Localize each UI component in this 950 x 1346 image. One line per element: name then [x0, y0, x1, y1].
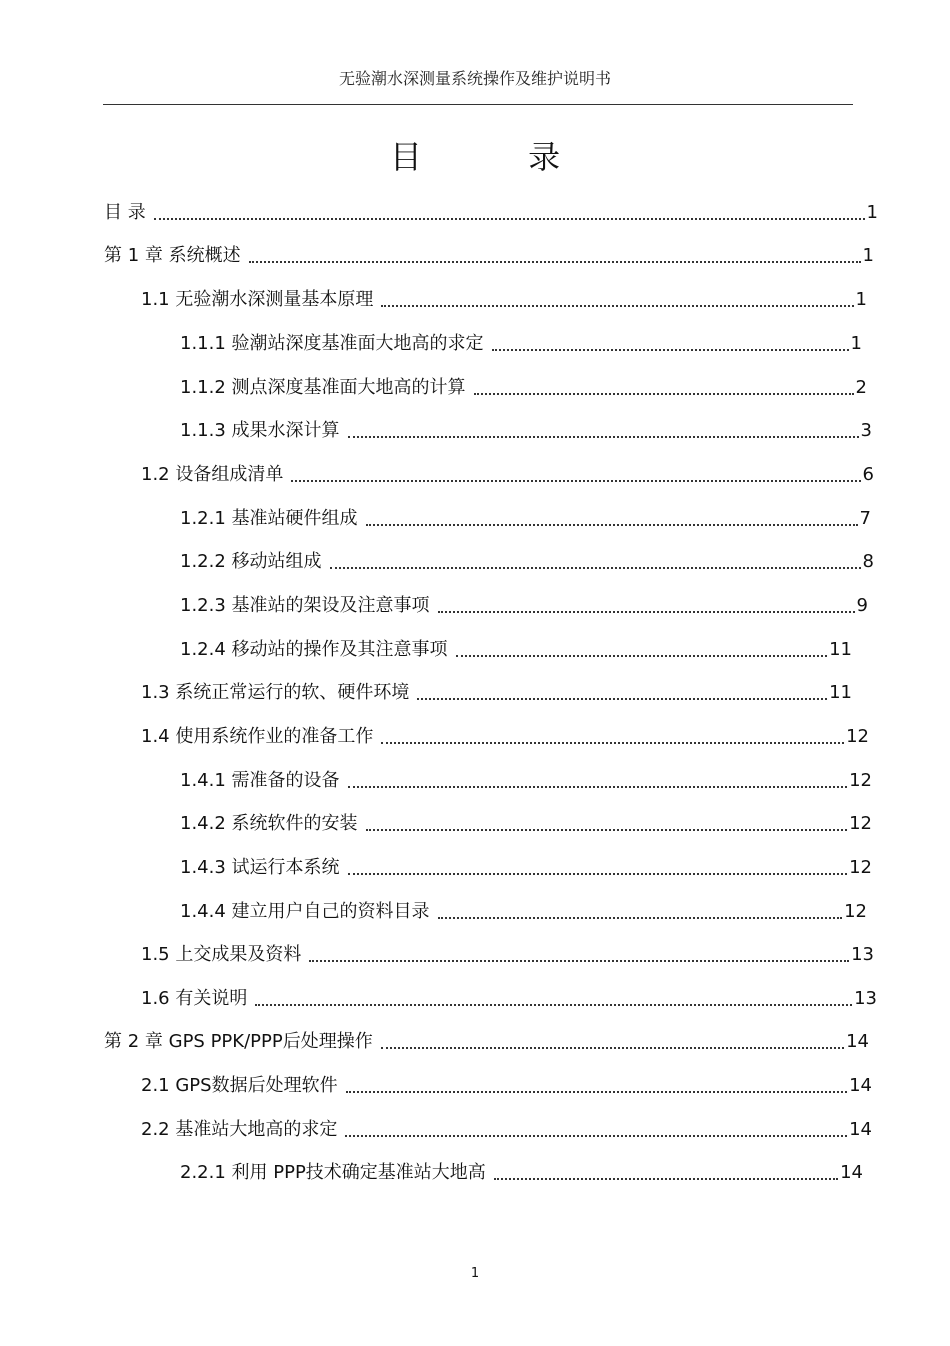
toc-entry-label: 2.2.1 利用 PPP技术确定基准站大地高: [180, 1162, 486, 1183]
toc-entry-label: 目 录: [104, 202, 146, 223]
toc-entry[interactable]: [180, 1160, 863, 1186]
toc-entry[interactable]: [104, 243, 874, 269]
page-header: 无验潮水深测量系统操作及维护说明书: [338, 69, 611, 88]
toc-entry-label: 2.1 GPS数据后处理软件: [141, 1075, 338, 1096]
toc-entry[interactable]: [141, 724, 869, 750]
toc-entry[interactable]: [104, 200, 878, 226]
toc-entry-label: 1.2.4 移动站的操作及其注意事项: [180, 639, 448, 660]
toc-leader-dots: [346, 1091, 848, 1093]
toc-entry[interactable]: [180, 637, 852, 663]
toc-entry[interactable]: [141, 287, 867, 313]
toc-entry-page: 12: [844, 901, 867, 922]
toc-entry-page: 3: [860, 420, 872, 441]
toc-leader-dots: [255, 1004, 852, 1006]
toc-entry-page: 12: [849, 813, 872, 834]
toc-entry[interactable]: [180, 811, 872, 837]
toc-leader-dots: [438, 611, 855, 613]
toc-entry-page: 2: [855, 377, 867, 398]
toc-leader-dots: [417, 698, 827, 700]
toc-entry-label: 1.5 上交成果及资料: [141, 944, 302, 965]
toc-entry-label: 1.6 有关说明: [141, 988, 248, 1009]
toc-entry-page: 1: [850, 333, 862, 354]
toc-leader-dots: [348, 873, 848, 875]
toc-entry[interactable]: [180, 899, 867, 925]
toc-leader-dots: [366, 524, 858, 526]
toc-leader-dots: [348, 436, 859, 438]
toc-entry[interactable]: [180, 593, 868, 619]
toc-entry-page: 12: [849, 770, 872, 791]
toc-entry-label: 1.2.1 基准站硬件组成: [180, 508, 358, 529]
page-number: 1: [470, 1266, 480, 1281]
toc-entry[interactable]: [141, 942, 874, 968]
toc-entry[interactable]: [141, 1073, 872, 1099]
toc-entry-page: 13: [851, 944, 874, 965]
toc-entry[interactable]: [180, 331, 862, 357]
toc-entry[interactable]: [104, 1029, 869, 1055]
toc-leader-dots: [309, 960, 849, 962]
toc-entry-label: 1.1.3 成果水深计算: [180, 420, 340, 441]
toc-leader-dots: [474, 393, 854, 395]
toc-entry-label: 1.4.4 建立用户自己的资料目录: [180, 901, 430, 922]
toc-leader-dots: [366, 829, 848, 831]
toc-entry-page: 9: [856, 595, 868, 616]
toc-title: 目 录: [389, 138, 609, 176]
toc-entry-label: 1.4.1 需准备的设备: [180, 770, 340, 791]
toc-entry-page: 1: [866, 202, 878, 223]
toc-entry-label: 1.1.1 验潮站深度基准面大地高的求定: [180, 333, 484, 354]
toc-entry-label: 1.2 设备组成清单: [141, 464, 284, 485]
toc-entry-page: 13: [854, 988, 877, 1009]
toc-entry-label: 1.2.3 基准站的架设及注意事项: [180, 595, 430, 616]
toc-leader-dots: [438, 917, 843, 919]
toc-leader-dots: [456, 655, 828, 657]
toc-leader-dots: [381, 305, 853, 307]
toc-leader-dots: [381, 742, 844, 744]
toc-entry-page: 14: [840, 1162, 863, 1183]
toc-entry[interactable]: [141, 1117, 872, 1143]
toc-entry-page: 1: [855, 289, 867, 310]
toc-entry-page: 11: [829, 639, 852, 660]
toc-entry[interactable]: [141, 462, 874, 488]
toc-entry-page: 11: [829, 682, 852, 703]
toc-entry-page: 6: [862, 464, 874, 485]
toc-leader-dots: [330, 567, 861, 569]
toc-entry-page: 7: [859, 508, 871, 529]
toc-entry-page: 8: [862, 551, 874, 572]
toc-entry[interactable]: [141, 986, 877, 1012]
toc-leader-dots: [348, 786, 848, 788]
toc-entry[interactable]: [180, 855, 872, 881]
toc-entry[interactable]: [180, 418, 872, 444]
toc-entry-label: 第 1 章 系统概述: [104, 245, 241, 266]
toc-entry-page: 14: [849, 1119, 872, 1140]
toc-entry-label: 1.1 无验潮水深测量基本原理: [141, 289, 374, 310]
toc-entry-label: 1.2.2 移动站组成: [180, 551, 322, 572]
toc-entry-page: 12: [849, 857, 872, 878]
toc-entry-label: 第 2 章 GPS PPK/PPP后处理操作: [104, 1031, 373, 1052]
toc-entry[interactable]: [180, 768, 872, 794]
toc-entry[interactable]: [180, 375, 867, 401]
toc-leader-dots: [492, 349, 849, 351]
toc-leader-dots: [291, 480, 860, 482]
toc-leader-dots: [345, 1135, 847, 1137]
toc-leader-dots: [494, 1178, 838, 1180]
toc-entry-label: 1.3 系统正常运行的软、硬件环境: [141, 682, 410, 703]
toc-entry-label: 2.2 基准站大地高的求定: [141, 1119, 338, 1140]
toc-entry[interactable]: [180, 506, 871, 532]
toc-entry-label: 1.4 使用系统作业的准备工作: [141, 726, 374, 747]
toc-entry-page: 1: [862, 245, 874, 266]
toc-entry-page: 14: [846, 1031, 869, 1052]
toc-leader-dots: [381, 1047, 844, 1049]
toc-entry[interactable]: [180, 549, 874, 575]
toc-entry-label: 1.4.3 试运行本系统: [180, 857, 340, 878]
toc-leader-dots: [249, 261, 861, 263]
toc-entry-label: 1.4.2 系统软件的安装: [180, 813, 358, 834]
toc-entry[interactable]: [141, 680, 852, 706]
toc-entry-page: 12: [846, 726, 869, 747]
toc-entry-label: 1.1.2 测点深度基准面大地高的计算: [180, 377, 466, 398]
toc-entry-page: 14: [849, 1075, 872, 1096]
toc-leader-dots: [154, 218, 865, 220]
